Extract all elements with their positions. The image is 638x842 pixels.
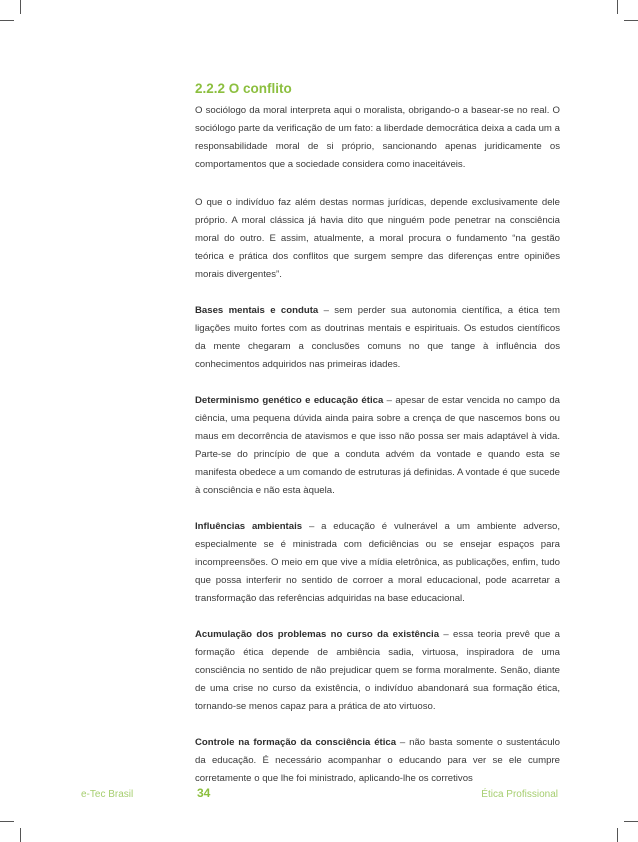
section-title: 2.2.2 O conflito (195, 81, 292, 96)
page-content (195, 80, 560, 806)
paragraph-text: – essa teoria prevê que a formação ética depende de ambiência sadia, virtuosa, inspiradora de uma consciência no sentido de não prejudicar quem se forma moralmente. Senão, diante de uma crise no curso da existência, o indivíduo abandonará sua formação ética, tornando-se menos capaz para a prática de ato virtuoso. (195, 629, 560, 712)
crop-mark-top-right-v (617, 0, 618, 14)
paragraph-bases-mentais (195, 302, 560, 374)
crop-mark-bottom-left-h (0, 821, 14, 822)
paragraph-text: O que o indivíduo faz além destas normas jurídicas, depende exclusivamente dele próprio. A moral clássica já havia dito que ninguém pode penetrar na consciência moral do outro. E assim, atualmente, a moral procura o fundamento “na gestão teórica e prática dos conflitos que surgem sempre das diferenças entre opiniões morais divergentes”. (195, 197, 560, 280)
crop-mark-top-right-h (624, 20, 638, 21)
paragraph-text: O sociólogo da moral interpreta aqui o moralista, obrigando-o a basear-se no real. O sociólogo parte da verificação de um fato: a liberdade democrática deixa a cada um a responsabilidade moral de si próprio, sancionando apenas juridicamente os comportamentos que a sociedade considera como inaceitáveis. (195, 105, 560, 170)
paragraph-text: – não basta somente o sustentáculo da educação. É necessário acompanhar o educando para ver se ele cumpre corretamente o que lhe foi ministrado, aplicando-lhe os corretivos (195, 737, 560, 784)
crop-mark-bottom-right-v (617, 828, 618, 842)
paragraph-heading: Acumulação dos problemas no curso da existência (195, 629, 440, 640)
paragraph-heading: Controle na formação da consciência ética (195, 737, 397, 748)
paragraph-influencias (195, 518, 560, 608)
page-number: 34 (197, 786, 211, 800)
paragraph-heading: Bases mentais e conduta (195, 305, 319, 316)
paragraph-heading: Determinismo genético e educação ética (195, 395, 384, 406)
crop-mark-top-left-v (20, 0, 21, 14)
crop-mark-bottom-right-h (624, 821, 638, 822)
paragraph-intro (195, 102, 560, 174)
paragraph-consciencia (195, 194, 560, 284)
paragraph-acumulacao (195, 626, 560, 716)
footer-course-title: Ética Profissional (481, 789, 558, 800)
paragraph-text: – sem perder sua autonomia científica, a ética tem ligações muito fortes com as doutrinas mentais e espirituais. Os estudos científicos da mente chegaram a conclusões comuns no que tange à influência dos conhecimentos adquiridos nas primeiras idades. (195, 305, 560, 370)
paragraph-heading: Influências ambientais (195, 521, 303, 532)
paragraph-controle (195, 734, 560, 788)
paragraph-text: – apesar de estar vencida no campo da ciência, uma pequena dúvida ainda paira sobre a crença de que nascemos bons ou maus em decorrência de atavismos e que isso não possa ser mais adaptável à vida. Parte-se do princípio de que a conduta advém da vontade e quando esta se manifesta obedece a um comando de estruturas já definidas. A vontade é que sucede à consciência e não esta àquela. (195, 395, 560, 496)
paragraph-text: – a educação é vulnerável a um ambiente adverso, especialmente se é ministrada com deficiências ou se ensejar espaços para incompreensões. O meio em que vive a mídia eletrônica, as publicações, enfim, tudo que possa interferir no sentido de corroer a moral educacional, pode acarretar a transformação das referências adquiridas na base educacional. (195, 521, 560, 604)
footer-series: e-Tec Brasil (81, 789, 134, 800)
paragraph-determinismo (195, 392, 560, 500)
crop-mark-top-left-h (0, 20, 14, 21)
crop-mark-bottom-left-v (20, 828, 21, 842)
